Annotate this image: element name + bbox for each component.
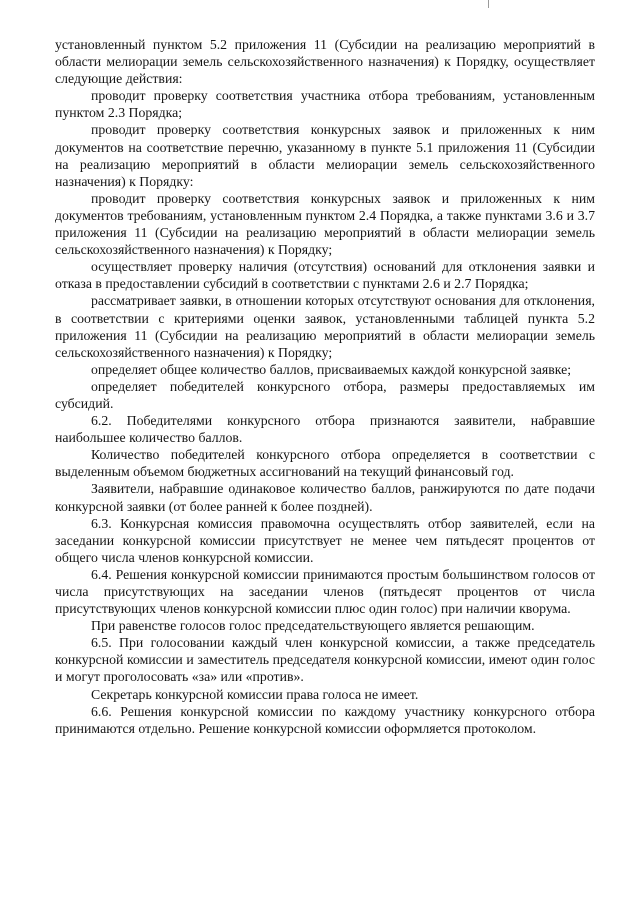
- paragraph: 6.4. Решения конкурсной комиссии принимаются простым большинством голосов от числа присутствующих на заседании членов (пятьдесят процентов от числа присутствующих членов конкурсной комиссии плюс один голос) при наличии кворума.: [55, 566, 595, 617]
- paragraph: рассматривает заявки, в отношении которых отсутствуют основания для отклонения, в соответствии с критериями оценки заявок, установленными таблицей пункта 5.2 приложения 11 (Субсидии на реализацию мероприятий в области мелиорации земель сельскохозяйственного назначения) к Порядку;: [55, 293, 595, 360]
- paragraph: осуществляет проверку наличия (отсутствия) оснований для отклонения заявки и отказа в предоставлении субсидий в соответствии с пунктами 2.6 и 2.7 Порядка;: [55, 259, 595, 292]
- paragraph: 6.5. При голосовании каждый член конкурсной комиссии, а также председатель конкурсной комиссии и заместитель председателя конкурсной комиссии, имеют один голос и могут проголосовать «за» или «против».: [55, 635, 595, 685]
- paragraph: проводит проверку соответствия конкурсных заявок и приложенных к ним документов на соответствие перечню, указанному в пункте 5.1 приложения 11 (Субсидии на реализацию мероприятий в области мелиорации земель сельскохозяйственного назначения) к Порядку:: [55, 122, 595, 189]
- paragraph: проводит проверку соответствия конкурсных заявок и приложенных к ним документов требованиям, установленным пунктом 2.4 Порядка, а также пунктами 3.6 и 3.7 приложения 11 (Субсидии на реализацию мероприятий в области мелиорации земель сельскохозяйственного назначения) к Порядку;: [55, 190, 595, 258]
- paragraph: 6.6. Решения конкурсной комиссии по каждому участнику конкурсного отбора принимаются отдельно. Решение конкурсной комиссии оформляется протоколом.: [55, 703, 595, 736]
- paragraph: При равенстве голосов голос председательствующего является решающим.: [91, 618, 535, 634]
- scan-artifact-line: [488, 0, 489, 8]
- paragraph: 6.3. Конкурсная комиссия правомочна осуществлять отбор заявителей, если на заседании конкурсной комиссии присутствует не менее чем пятьдесят процентов от общего числа членов конкурсной комиссии.: [55, 515, 595, 565]
- paragraph: определяет победителей конкурсного отбора, размеры предоставляемых им субсидий.: [55, 378, 595, 411]
- paragraph: Количество победителей конкурсного отбора определяется в соответствии с выделенным объемом бюджетных ассигнований на текущий финансовый год.: [55, 447, 595, 480]
- paragraph: Заявители, набравшие одинаковое количество баллов, ранжируются по дате подачи конкурсной заявки (от более ранней к более поздней).: [55, 481, 595, 514]
- document-body: [55, 36, 595, 737]
- paragraph: Секретарь конкурсной комиссии права голоса не имеет.: [91, 686, 419, 702]
- paragraph: установленный пунктом 5.2 приложения 11 (Субсидии на реализацию мероприятий в области мелиорации земель сельскохозяйственного назначения) к Порядку, осуществляет следующие действия:: [55, 37, 595, 87]
- paragraph: 6.2. Победителями конкурсного отбора признаются заявители, набравшие наибольшее количество баллов.: [55, 413, 595, 446]
- paragraph: определяет общее количество баллов, присваиваемых каждой конкурсной заявке;: [91, 361, 572, 377]
- paragraph: проводит проверку соответствия участника отбора требованиям, установленным пунктом 2.3 Порядка;: [55, 88, 595, 121]
